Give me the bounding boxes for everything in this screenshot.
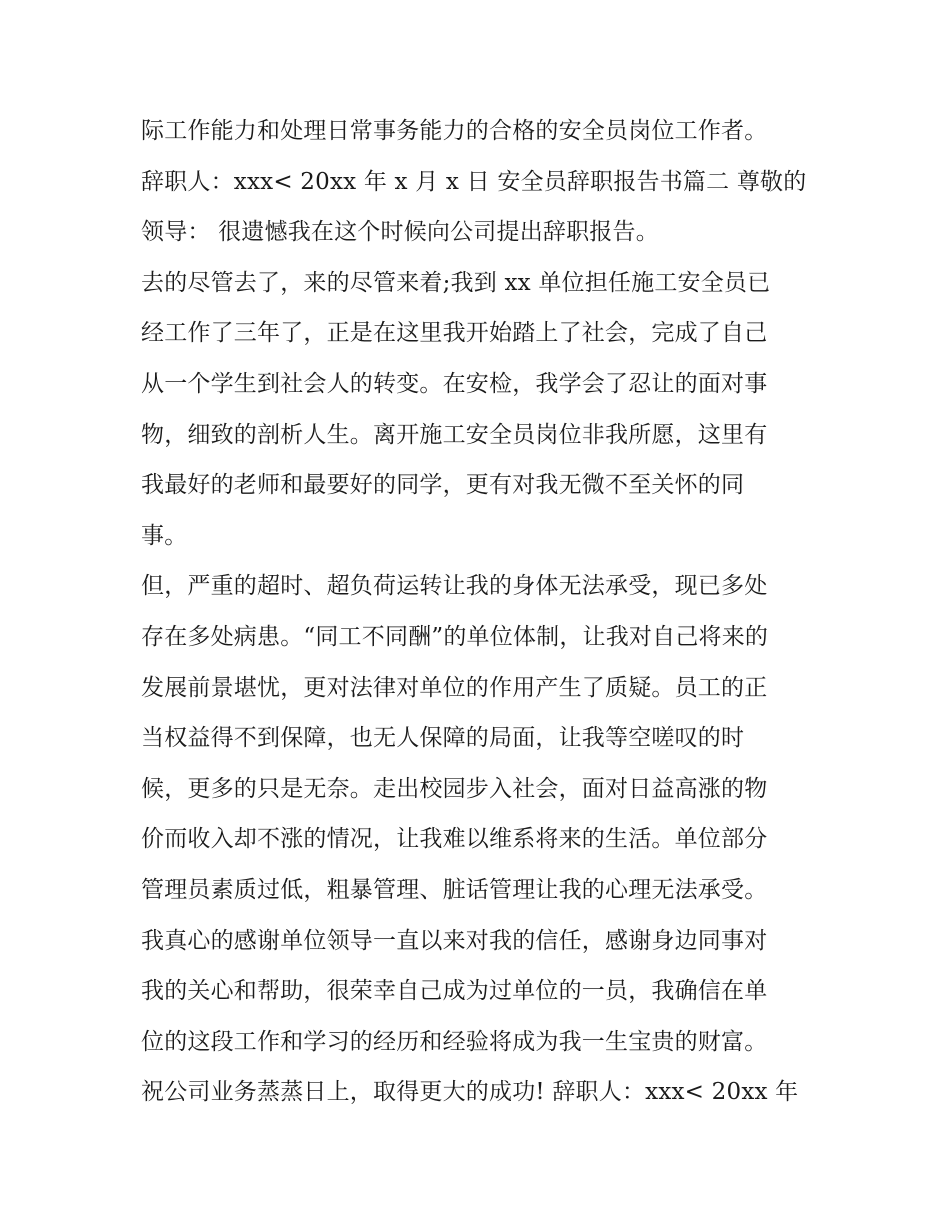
- text-line: 我最好的老师和最要好的同学，更有对我无微不至关怀的同: [141, 472, 745, 499]
- text-line: 祝公司业务蒸蒸日上，取得更大的成功! 辞职人：xxx< 20xx 年: [141, 1079, 799, 1106]
- text-line: 价而收入却不涨的情况，让我难以维系将来的生活。单位部分: [141, 826, 768, 853]
- text-line: 经工作了三年了，正是在这里我开始踏上了社会，完成了自己: [141, 320, 768, 347]
- text-line: 但，严重的超时、超负荷运转让我的身体无法承受，现已多处: [141, 573, 768, 600]
- text-line: 去的尽管去了，来的尽管来着;我到 xx 单位担任施工安全员已: [141, 269, 771, 296]
- text-line: 发展前景堪忧，更对法律对单位的作用产生了质疑。员工的正: [141, 674, 768, 701]
- text-line: 我的关心和帮助，很荣幸自己成为过单位的一员，我确信在单: [141, 978, 768, 1005]
- text-line: 领导： 很遗憾我在这个时候向公司提出辞职报告。: [141, 219, 659, 246]
- text-line: 辞职人：xxx< 20xx 年 x 月 x 日 安全员辞职报告书篇二 尊敬的: [141, 168, 807, 195]
- text-line: 管理员素质过低，粗暴管理、脏话管理让我的心理无法承受。: [141, 876, 768, 903]
- document-body: [141, 106, 821, 1118]
- text-line: 我真心的感谢单位领导一直以来对我的信任，感谢身边同事对: [141, 927, 768, 954]
- text-line: 位的这段工作和学习的经历和经验将成为我一生宝贵的财富。: [141, 1028, 768, 1055]
- text-line: 当权益得不到保障，也无人保障的局面，让我等空嗟叹的时: [141, 725, 745, 752]
- text-line: 从一个学生到社会人的转变。在安检，我学会了忍让的面对事: [141, 370, 768, 397]
- text-line: 事。: [141, 522, 188, 549]
- text-line: 存在多处病患。“同工不同酬”的单位体制，让我对自己将来的: [141, 623, 769, 650]
- text-line: 物，细致的剖析人生。离开施工安全员岗位非我所愿，这里有: [141, 421, 768, 448]
- text-line: 际工作能力和处理日常事务能力的合格的安全员岗位工作者。: [141, 118, 768, 144]
- text-line: 候，更多的只是无奈。走出校园步入社会，面对日益高涨的物: [141, 775, 768, 802]
